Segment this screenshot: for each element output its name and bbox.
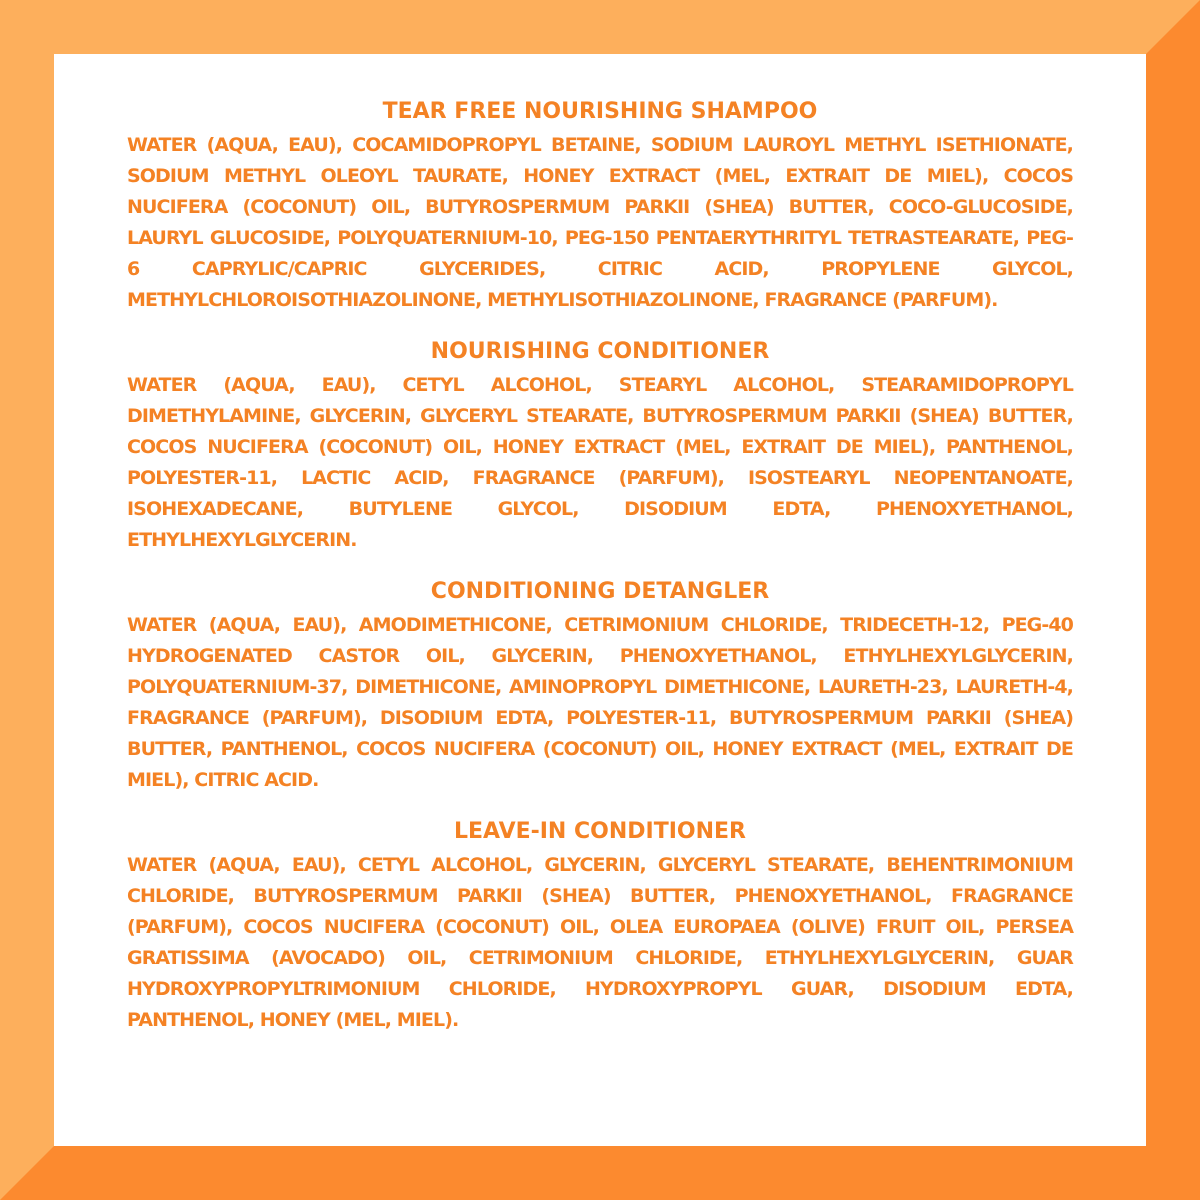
section-shampoo [127, 98, 1073, 316]
ingredient-list: WATER (AQUA, EAU), CETYL ALCOHOL, STEARYL ALCOHOL, STEARAMIDOPROPYL DIMETHYLAMINE, GLYCERIN, GLYCERYL STEARATE, BUTYROSPERMUM PARKII (SHEA) BUTTER, COCOS NUCIFERA (COCONUT) OIL, HONEY EXTRACT (MEL, EXTRAIT DE MIEL), PANTHENOL, POLYESTER-11, LACTIC ACID, FRAGRANCE (PARFUM), ISOSTEARYL NEOPENTANOATE, ISOHEXADECANE, BUTYLENE GLYCOL, DISODIUM EDTA, PHENOXYETHANOL, ETHYLHEXYLGLYCERIN. [127, 374, 1073, 551]
section-leave-in [127, 818, 1073, 1036]
ingredient-list: WATER (AQUA, EAU), COCAMIDOPROPYL BETAINE, SODIUM LAUROYL METHYL ISETHIONATE, SODIUM METHYL OLEOYL TAURATE, HONEY EXTRACT (MEL, EXTRAIT DE MIEL), COCOS NUCIFERA (COCONUT) OIL, BUTYROSPERMUM PARKII (SHEA) BUTTER, COCO-GLUCOSIDE, LAURYL GLUCOSIDE, POLYQUATERNIUM-10, PEG-150 PENTAERYTHRITYL TETRASTEARATE, PEG-6 CAPRYLIC/CAPRIC GLYCERIDES, CITRIC ACID, PROPYLENE GLYCOL, METHYLCHLOROISOTHIAZOLINONE, METHYLISOTHIAZOLINONE, FRAGRANCE (PARFUM). [127, 134, 1073, 311]
section-title: NOURISHING CONDITIONER [430, 339, 770, 364]
ingredient-list: WATER (AQUA, EAU), CETYL ALCOHOL, GLYCERIN, GLYCERYL STEARATE, BEHENTRIMONIUM CHLORIDE, BUTYROSPERMUM PARKII (SHEA) BUTTER, PHENOXYETHANOL, FRAGRANCE (PARFUM), COCOS NUCIFERA (COCONUT) OIL, OLEA EUROPAEA (OLIVE) FRUIT OIL, PERSEA GRATISSIMA (AVOCADO) OIL, CETRIMONIUM CHLORIDE, ETHYLHEXYLGLYCERIN, GUAR HYDROXYPROPYLTRIMONIUM CHLORIDE, HYDROXYPROPYL GUAR, DISODIUM EDTA, PANTHENOL, HONEY (MEL, MIEL). [127, 854, 1073, 1031]
ingredients-panel [54, 54, 1146, 1146]
ingredients-content [127, 98, 1073, 1058]
section-title: CONDITIONING DETANGLER [430, 579, 770, 604]
section-title: TEAR FREE NOURISHING SHAMPOO [382, 99, 818, 124]
ingredient-list: WATER (AQUA, EAU), AMODIMETHICONE, CETRIMONIUM CHLORIDE, TRIDECETH-12, PEG-40 HYDROGENATED CASTOR OIL, GLYCERIN, PHENOXYETHANOL, ETHYLHEXYLGLYCERIN, POLYQUATERNIUM-37, DIMETHICONE, AMINOPROPYL DIMETHICONE, LAURETH-23, LAURETH-4, FRAGRANCE (PARFUM), DISODIUM EDTA, POLYESTER-11, BUTYROSPERMUM PARKII (SHEA) BUTTER, PANTHENOL, COCOS NUCIFERA (COCONUT) OIL, HONEY EXTRACT (MEL, EXTRAIT DE MIEL), CITRIC ACID. [127, 614, 1073, 791]
section-title: LEAVE-IN CONDITIONER [453, 819, 746, 844]
section-conditioner [127, 338, 1073, 556]
section-detangler [127, 578, 1073, 796]
